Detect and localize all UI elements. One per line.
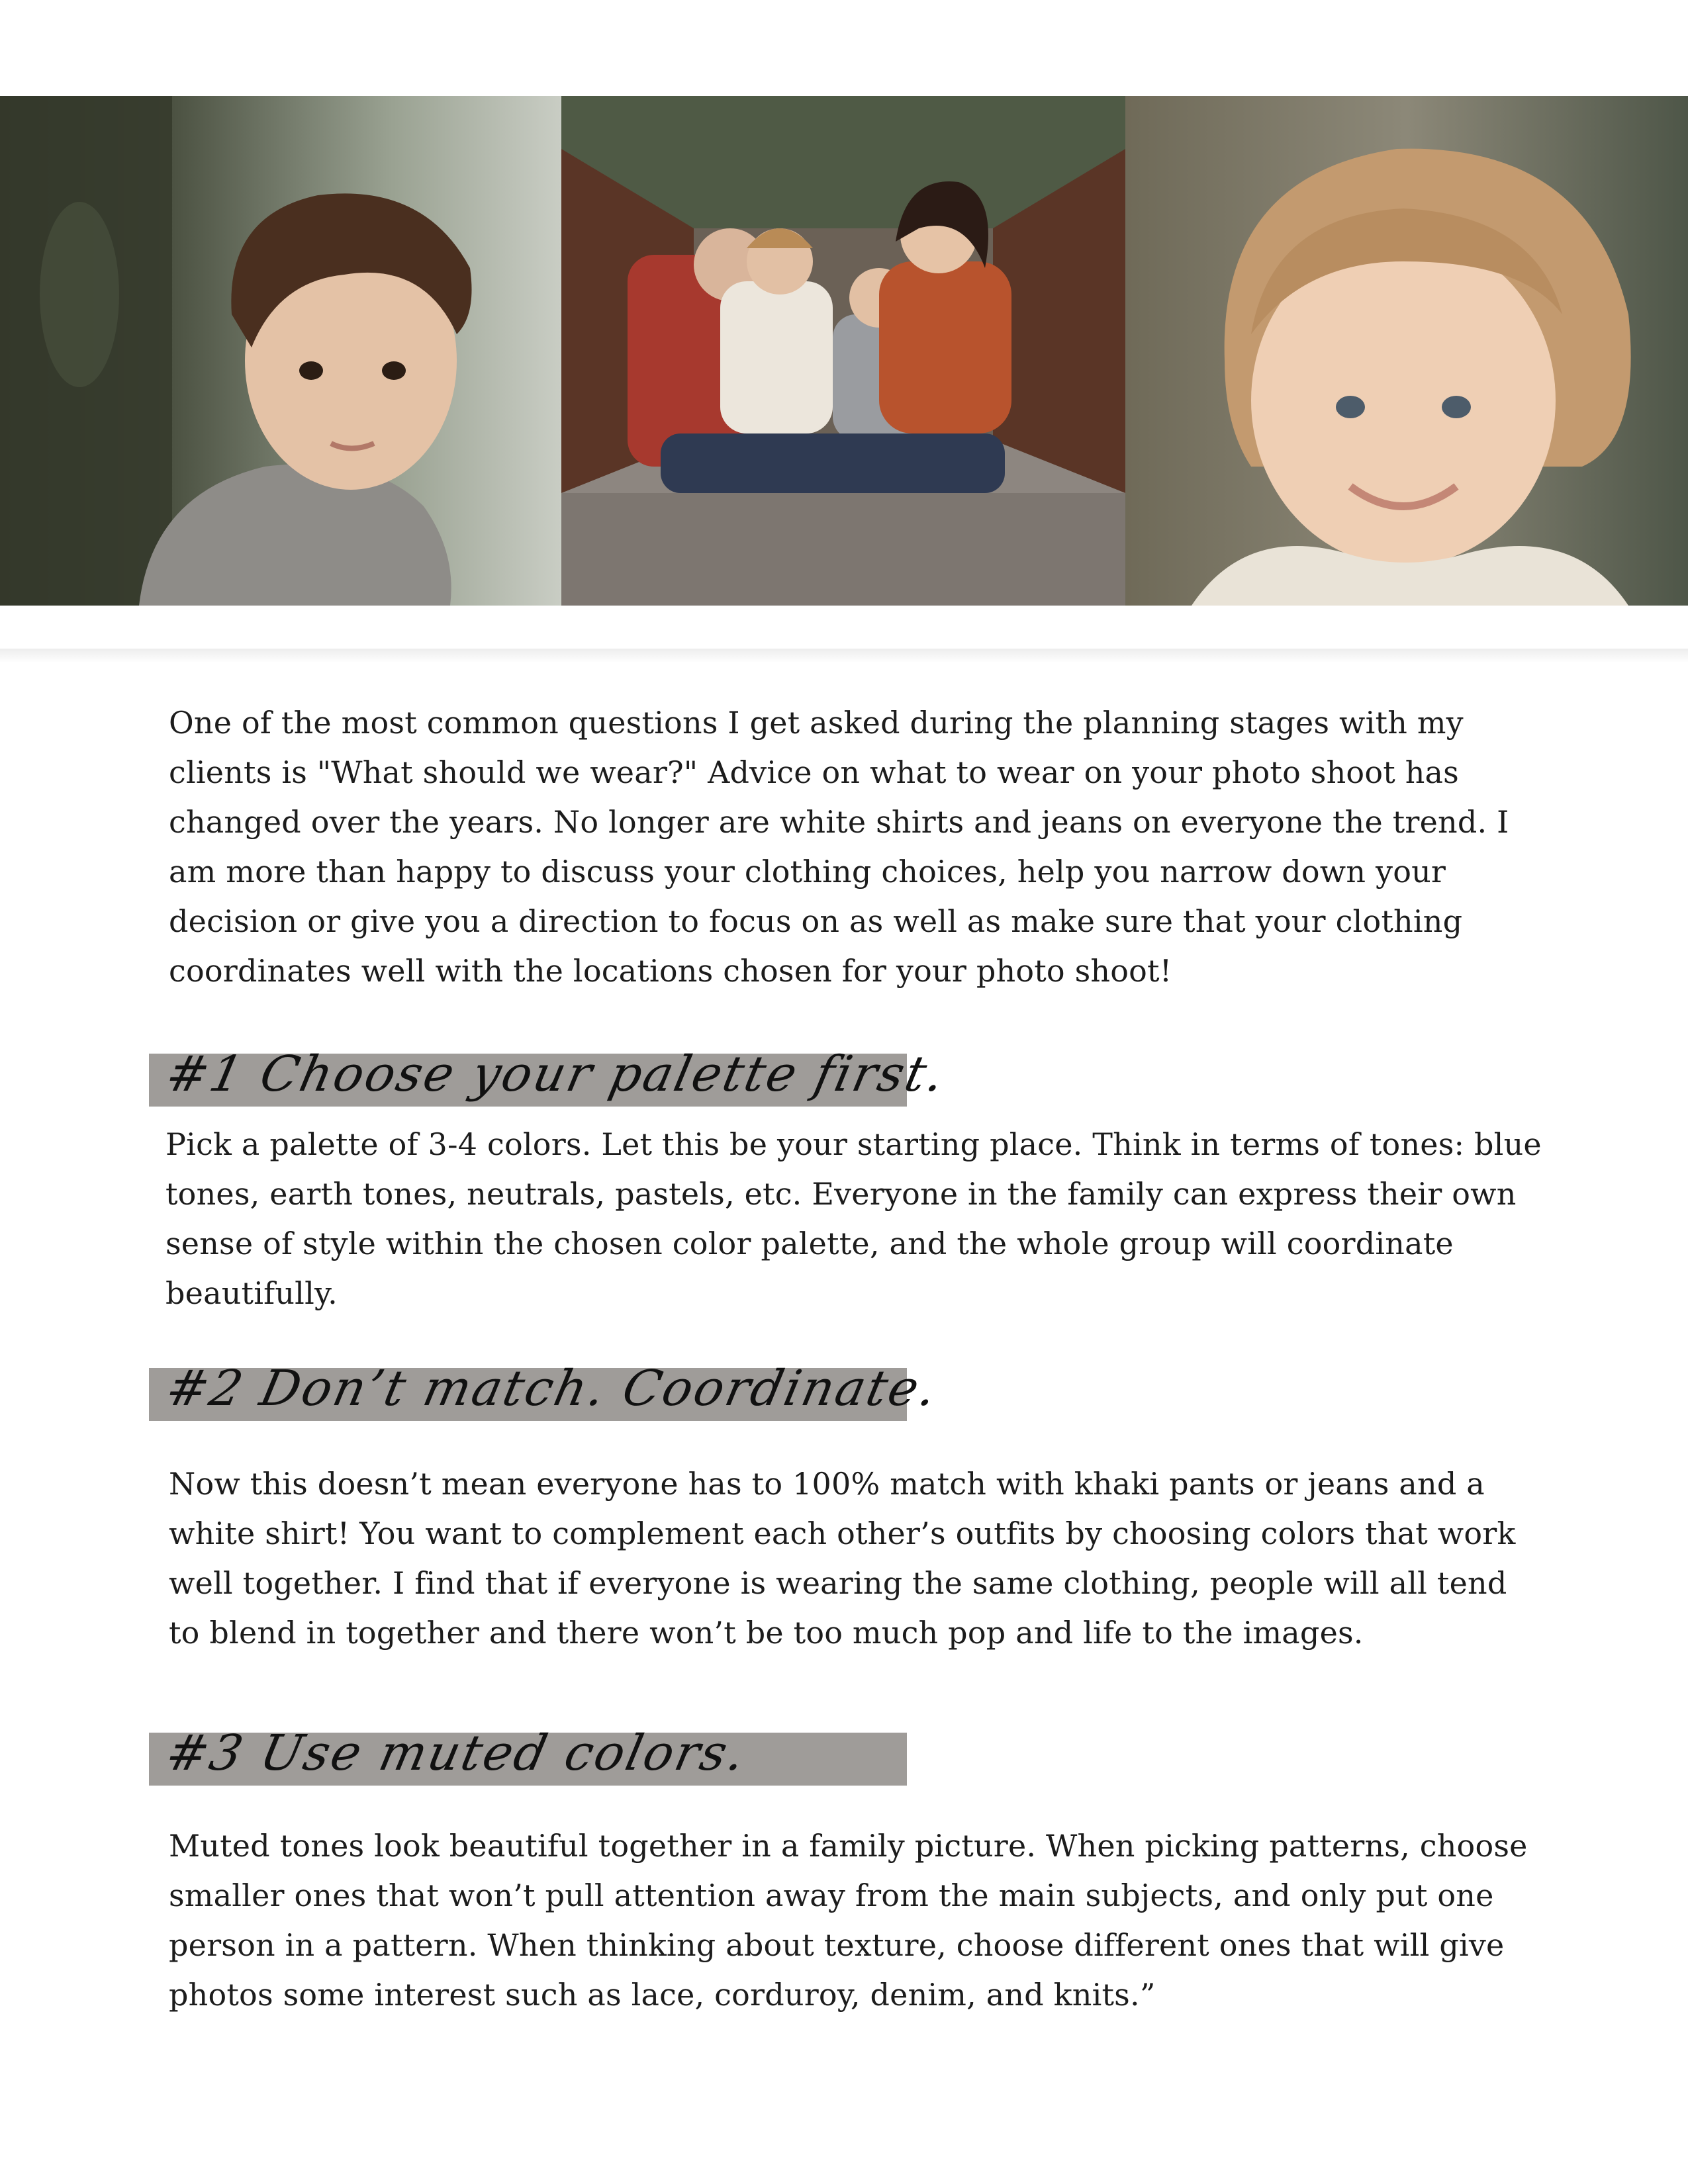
tip-1-heading: #1 Choose your palette first.	[161, 1046, 951, 1103]
family-on-bridge-photo	[561, 96, 1125, 606]
photo-strip	[0, 96, 1688, 606]
boy-portrait-photo	[0, 96, 561, 606]
tip-3-heading: #3 Use muted colors.	[161, 1725, 752, 1782]
divider-shadow	[0, 649, 1688, 663]
girl-portrait-photo	[1125, 96, 1688, 606]
tip-1-text: Pick a palette of 3-4 colors. Let this be your starting place. Think in terms of tones: blue tones, earth tones, neutrals, pastels, etc. Everyone in the family can express their own sense of style within the chosen color palette, and the whole group will coordinate beautifully.	[165, 1126, 1542, 1311]
tip-3-heading-bar	[149, 1725, 907, 1786]
tip-2-heading-bar	[149, 1360, 944, 1421]
tip-1-heading-bar	[149, 1046, 951, 1107]
tip-3-text: Muted tones look beautiful together in a family picture. When picking patterns, choose smaller ones that won’t pull attention away from the main subjects, and only put one person in a pattern. When thinking about texture, choose different ones that will give photos some interest such as lace, corduroy, denim, and knits.”	[169, 1828, 1528, 2013]
tip-2-text: Now this doesn’t mean everyone has to 100% match with khaki pants or jeans and a white shirt! You want to complement each other’s outfits by choosing colors that work well together. I find that if everyone is wearing the same clothing, people will all tend to blend in together and there won’t be too much pop and life to the images.	[169, 1466, 1516, 1651]
tip-2-heading: #2 Don’t match. Coordinate.	[161, 1360, 944, 1417]
intro-paragraph: One of the most common questions I get asked during the planning stages with my clients is "What should we wear?" Advice on what to wear on your photo shoot has changed over the years. No longer are white shirts and jeans on everyone the trend. I am more than happy to discuss your clothing choices, help you narrow down your decision or give you a direction to focus on as well as make sure that your clothing coordinates well with the locations chosen for your photo shoot!	[169, 705, 1509, 989]
